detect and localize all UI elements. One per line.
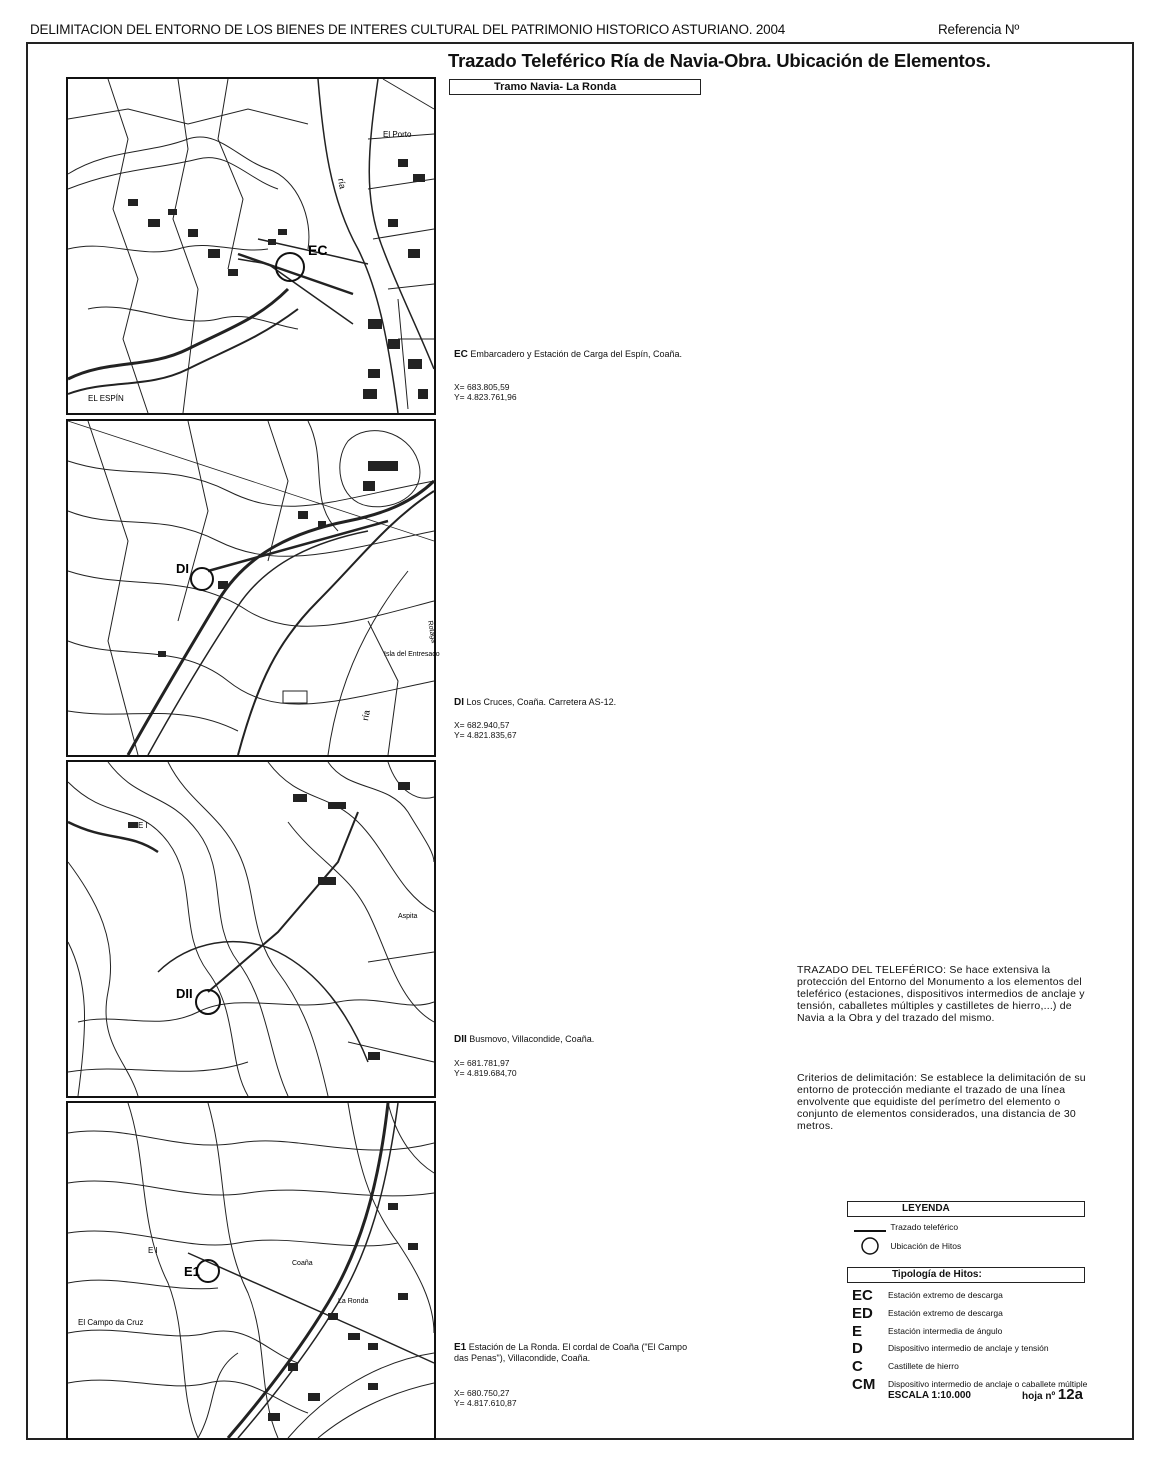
caption-ec-code: EC (454, 349, 468, 360)
caption-ec-text: Embarcadero y Estación de Carga del Espín, Coaña. (470, 349, 683, 359)
map-label-ei: E I (138, 821, 148, 830)
map-label-e1: E1 (184, 1264, 200, 1279)
legend-type-ec-label: Estación extremo de descarga (888, 1290, 1003, 1300)
sheet-label: hoja nº (1022, 1391, 1056, 1402)
description-trazado: TRAZADO DEL TELEFÉRICO: Se hace extensiva la protección del Entorno del Monumento a los elementos del teleférico (estaciones, dispositivos intermedios de anclaje y tensión, caballetes múltiples y castilletes de hierro,...) de Navia a la Obra y del trazado del mismo. (797, 964, 1085, 1024)
legend-type-d (852, 1340, 1088, 1357)
coord-dii-y: Y= 4.819.684,70 (454, 1068, 517, 1078)
map-label-ei-2: E I (148, 1246, 158, 1255)
map-e1-drawing (68, 1103, 434, 1438)
map-panel-di (66, 419, 440, 757)
header-reference: Referencia Nº (938, 22, 1020, 37)
legend-hitos-label: Ubicación de Hitos (890, 1240, 962, 1251)
legend-circle-symbol (852, 1236, 888, 1256)
map-label-rotaga: Rotaga (426, 620, 437, 644)
coord-ec-y: Y= 4.823.761,96 (454, 392, 517, 402)
caption-di-text: Los Cruces, Coaña. Carretera AS-12. (466, 697, 617, 707)
map-label-isla: Isla del Entresaco (384, 651, 440, 658)
header-title: DELIMITACION DEL ENTORNO DE LOS BIENES DE INTERES CULTURAL DEL PATRIMONIO HISTORICO ASTURIANO. 2004 (30, 22, 786, 37)
legend-type-c-label: Castillete de hierro (888, 1361, 959, 1371)
caption-di-code: DI (454, 697, 464, 708)
legend-type-c (852, 1358, 959, 1375)
map-label-di: DI (176, 561, 189, 576)
map-di-drawing (68, 421, 440, 755)
map-panel-dii (66, 760, 436, 1098)
caption-e1-code: E1 (454, 1342, 467, 1353)
map-label-porto: El Porto (383, 130, 412, 139)
coord-di-y: Y= 4.821.835,67 (454, 730, 517, 740)
legend-type-cm-code: CM (852, 1376, 876, 1393)
map-label-ria-2: ría (360, 709, 372, 722)
map-label-dii: DII (176, 986, 193, 1001)
coord-e1-y: Y= 4.817.610,87 (454, 1398, 517, 1408)
coords-dii (454, 1058, 517, 1078)
coords-ec (454, 382, 517, 402)
caption-dii-text: Busmovo, Villacondide, Coaña. (469, 1034, 595, 1044)
map-label-ronda: La Ronda (338, 1298, 369, 1305)
legend-type-d-label: Dispositivo intermedio de anclaje y tensión (888, 1343, 1049, 1353)
map-ec-drawing (68, 79, 434, 413)
coord-e1-x: X= 680.750,27 (454, 1388, 510, 1398)
legend-type-ed (852, 1305, 1003, 1322)
legend-type-c-code: C (852, 1358, 863, 1375)
coord-ec-x: X= 683.805,59 (454, 382, 510, 392)
description-criterios: Criterios de delimitación: Se establece la delimitación de su entorno de protección mediante el trazado de una línea envolvente que equidiste del perímetro del elemento o conjunto de elementos considerados, una distancia de 30 metros. (797, 1072, 1086, 1132)
legend-line-symbol (852, 1223, 888, 1233)
page-title: Trazado Teleférico Ría de Navia-Obra. Ubicación de Elementos. (448, 50, 991, 71)
coords-di (454, 720, 517, 740)
coord-dii-x: X= 681.781,97 (454, 1058, 510, 1068)
coord-di-x: X= 682.940,57 (454, 720, 510, 730)
document-header (30, 22, 1020, 37)
caption-dii-code: DII (454, 1034, 467, 1045)
map-label-aspita: Aspita (398, 913, 418, 920)
map-dii-drawing (68, 762, 434, 1096)
legend-tipologia-title: Tipología de Hitos: (847, 1267, 1085, 1283)
legend-type-ed-label: Estación extremo de descarga (888, 1308, 1003, 1318)
sheet-value: 12a (1057, 1386, 1083, 1403)
scale-label: ESCALA 1:10.000 (888, 1390, 971, 1401)
caption-di (454, 697, 704, 708)
legend-type-ed-code: ED (852, 1305, 873, 1322)
legend-type-d-code: D (852, 1340, 863, 1357)
caption-dii (454, 1034, 704, 1045)
legend-trazado-label: Trazado teleférico (890, 1222, 959, 1233)
legend-title: LEYENDA (847, 1201, 1085, 1217)
legend-type-ec (852, 1287, 1003, 1304)
map-panel-ec (66, 77, 436, 415)
legend-trazado (852, 1222, 958, 1233)
sheet-number (1022, 1386, 1083, 1403)
map-label-campo: El Campo da Cruz (78, 1318, 144, 1327)
caption-ec (454, 349, 704, 360)
map-panel-e1 (66, 1101, 436, 1440)
legend-type-e-label: Estación intermedia de ángulo (888, 1326, 1003, 1336)
caption-e1-text: Estación de La Ronda. El cordal de Coaña ("El Campo das Penas"), Villacondide, Coaña. (454, 1342, 688, 1363)
legend-type-e-code: E (852, 1323, 863, 1340)
map-label-ec: EC (308, 242, 328, 258)
coords-e1 (454, 1388, 517, 1408)
map-label-coana: Coaña (292, 1260, 313, 1267)
caption-e1 (454, 1342, 704, 1364)
legend-type-e (852, 1323, 1002, 1340)
map-label-ria: ría (336, 177, 348, 190)
tramo-box: Tramo Navia- La Ronda (449, 79, 701, 95)
legend-hitos (852, 1236, 961, 1256)
legend-type-ec-code: EC (852, 1287, 873, 1304)
map-label-espin: EL ESPÍN (88, 394, 124, 403)
legend-type-cm-label: Dispositivo intermedio de anclaje o caballete múltiple (888, 1379, 1088, 1389)
